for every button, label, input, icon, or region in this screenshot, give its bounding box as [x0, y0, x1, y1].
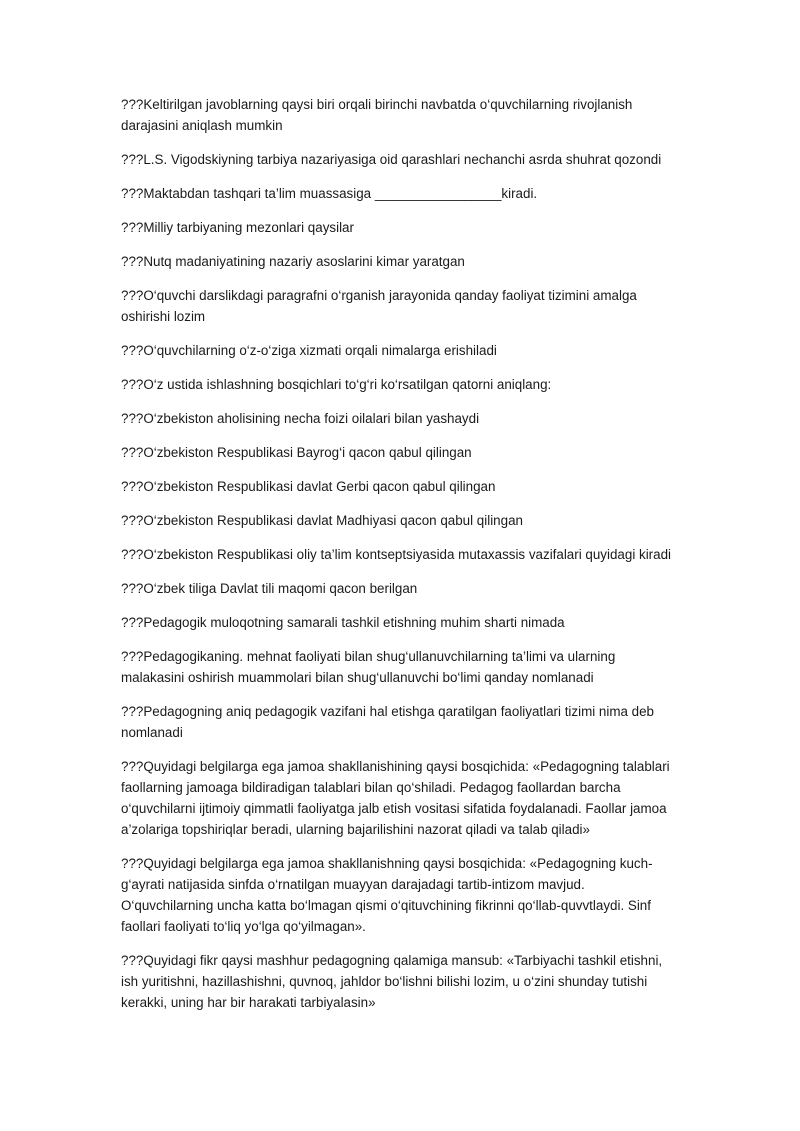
- question-item: ???O‘zbekiston aholisining necha foizi oilalari bilan yashaydi: [121, 411, 480, 426]
- question-item: ???O‘zbek tiliga Davlat tili maqomi qacon berilgan: [121, 581, 418, 596]
- question-item: ???Maktabdan tashqari ta’lim muassasiga _________________kiradi.: [121, 186, 538, 201]
- question-item: ???Pedagogikaning. mehnat faoliyati bilan shug‘ullanuvchilarning ta’limi va ularning malakasini oshirish muammolari bilan shug‘ullanuvchi bo‘limi qanday nomlanadi: [121, 649, 616, 685]
- question-item: ???O‘quvchi darslikdagi paragrafni o‘rganish jarayonida qanday faoliyat tizimini amalga oshirishi lozim: [121, 288, 637, 324]
- question-item: ???O‘zbekiston Respublikasi Bayrog‘i qacon qabul qilingan: [121, 445, 472, 460]
- question-item: ???Keltirilgan javoblarning qaysi biri orqali birinchi navbatda o‘quvchilarning rivojlanish darajasini aniqlash mumkin: [121, 97, 633, 133]
- question-item: ???Quyidagi belgilarga ega jamoa shakllanishining qaysi bosqichida: «Pedagogning talablari faollarning jamoaga bildiradigan talablari bilan qo‘shiladi. Pedagog faollardan barcha o‘quvchilarni ijtimoiy qimmatli faoliyatga jalb etish vositasi sifatida foydalanadi. Faollar jamoa a’zolariga topshiriqlar beradi, ularning bajarilishini nazorat qiladi va talab qiladi»: [121, 759, 670, 837]
- question-item: ???Pedagogik muloqotning samarali tashkil etishning muhim sharti nimada: [121, 615, 565, 630]
- question-item: ???O‘zbekiston Respublikasi davlat Madhiyasi qacon qabul qilingan: [121, 513, 523, 528]
- question-item: ???O‘z ustida ishlashning bosqichlari to‘g‘ri ko‘rsatilgan qatorni aniqlang:: [121, 377, 552, 392]
- question-item: ???Nutq madaniyatining nazariy asoslarini kimar yaratgan: [121, 254, 465, 269]
- question-list: [121, 94, 677, 1026]
- question-item: ???Pedagogning aniq pedagogik vazifani hal etishga qaratilgan faoliyatlari tizimi nima deb nomlanadi: [121, 704, 655, 740]
- question-item: ???Quyidagi fikr qaysi mashhur pedagogning qalamiga mansub: «Tarbiyachi tashkil etishni, ish yuritishni, hazillashishni, quvnoq, jahldor bo‘lishni bilishi lozim, u o‘zini shunday tutishi kerakki, uning har bir harakati tarbiyalasin»: [121, 953, 663, 1010]
- question-item: ???O‘zbekiston Respublikasi oliy ta’lim kontseptsiyasida mutaxassis vazifalari quyidagi kiradi: [121, 547, 672, 562]
- question-item: ???Quyidagi belgilarga ega jamoa shakllanishning qaysi bosqichida: «Pedagogning kuch-g‘ayrati natijasida sinfda o‘rnatilgan muayyan darajadagi tartib-intizom mavjud. O‘quvchilarning uncha katta bo‘lmagan qismi o‘qituvchining fikrinni qo‘llab-quvvtlaydi. Sinf faollari faoliyati to‘liq yo‘lga qo‘yilmagan».: [121, 856, 653, 934]
- question-item: ???O‘quvchilarning o‘z-o‘ziga xizmati orqali nimalarga erishiladi: [121, 343, 497, 358]
- question-item: ???O‘zbekiston Respublikasi davlat Gerbi qacon qabul qilingan: [121, 479, 496, 494]
- question-item: ???Milliy tarbiyaning mezonlari qaysilar: [121, 220, 354, 235]
- question-item: ???L.S. Vigodskiyning tarbiya nazariyasiga oid qarashlari nechanchi asrda shuhrat qozondi: [121, 152, 662, 167]
